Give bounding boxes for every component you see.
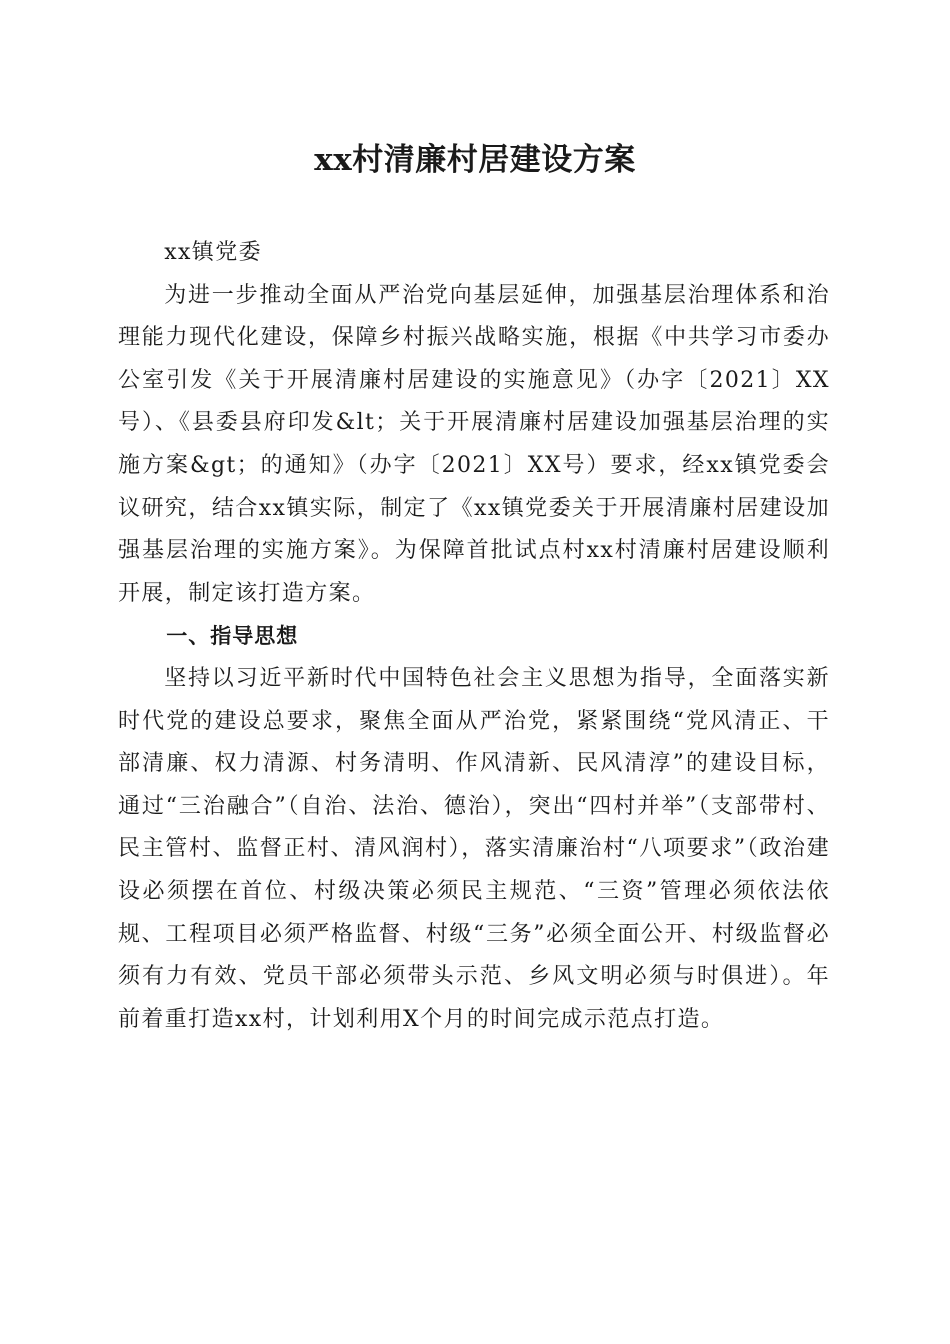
document-title: xx村清廉村居建设方案	[314, 142, 636, 178]
section-paragraph-guiding-ideology: 坚持以习近平新时代中国特色社会主义思想为指导，全面落实新时代党的建设总要求，聚焦全面从严治党，紧紧围绕“党风清正、干部清廉、权力清源、村务清明、作风清新、民风清淳”的建设目标，通过“三治融合”（自治、法治、德治），突出“四村并举”（支部带村、民主管村、监督正村、清风润村），落实清廉治村“八项要求”（政治建设必须摆在首位、村级决策必须民主规范、“三资”管理必须依法依规、工程项目必须严格监督、村级“三务”必须全面公开、村级监督必须有力有效、党员干部必须带头示范、乡风文明必须与时俱进）。年前着重打造xx村，计划利用X个月的时间完成示范点打造。	[118, 665, 830, 1032]
section-heading-guiding-ideology: 一、指导思想	[166, 624, 299, 649]
issuer-line: xx镇党委	[164, 240, 263, 265]
document-body	[118, 232, 830, 1041]
intro-paragraph: 为进一步推动全面从严治党向基层延伸，加强基层治理体系和治理能力现代化建设，保障乡村振兴战略实施，根据《中共学习市委办公室引发《关于开展清廉村居建设的实施意见》（办字〔2021〕XX号）、《县委县府印发&lt；关于开展清廉村居建设加强基层治理的实施方案&gt；的通知》（办字〔2021〕XX号）要求，经xx镇党委会议研究，结合xx镇实际，制定了《xx镇党委关于开展清廉村居建设加强基层治理的实施方案》。为保障首批试点村xx村清廉村居建设顺利开展，制定该打造方案。	[118, 282, 830, 606]
